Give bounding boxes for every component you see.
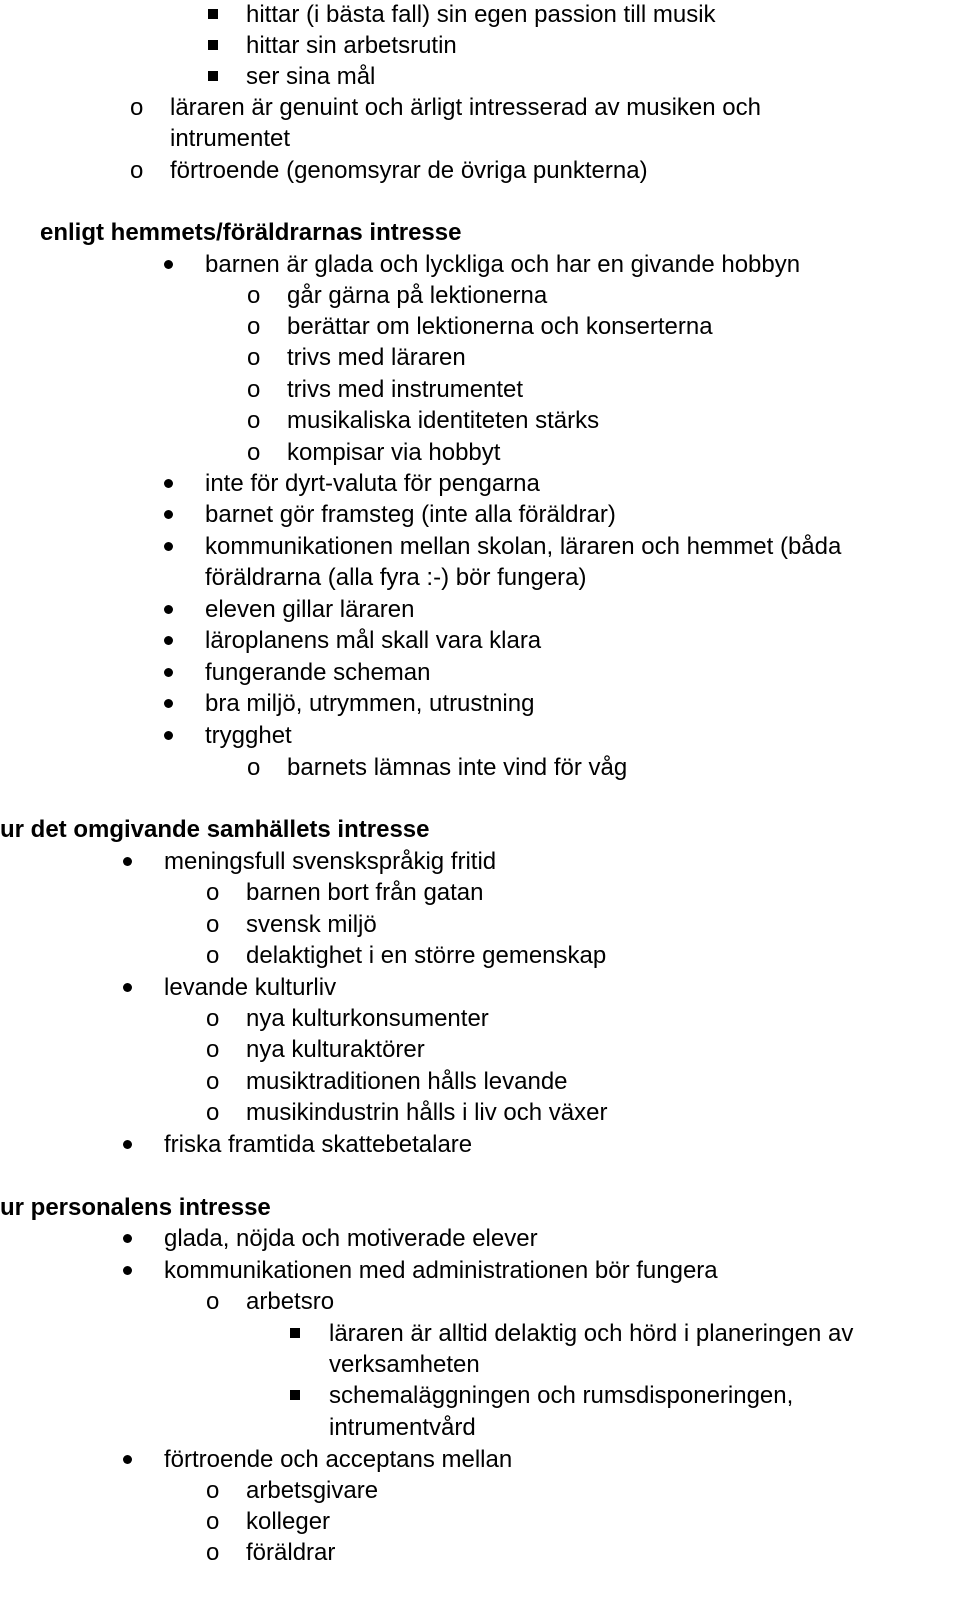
- list-item-text: meningsfull svenskspråkig fritid: [164, 848, 497, 875]
- circle-bullet-marker: o: [206, 1477, 220, 1504]
- list-item-text: barnets lämnas inte vind för våg: [287, 754, 628, 781]
- list-item-text: friska framtida skattebetalare: [164, 1131, 473, 1158]
- list-item-text: kompisar via hobbyt: [287, 439, 501, 466]
- circle-bullet-marker: o: [206, 1288, 220, 1315]
- list-item-text: musiktraditionen hålls levande: [246, 1068, 568, 1095]
- circle-bullet-marker: o: [206, 1099, 220, 1126]
- list-item-text: föräldrarna (alla fyra :-) bör fungera): [205, 564, 587, 591]
- list-item-text: arbetsro: [246, 1288, 335, 1315]
- list-item-text: trygghet: [205, 722, 292, 749]
- circle-bullet-marker: o: [247, 344, 261, 371]
- circle-bullet-marker: o: [206, 942, 220, 969]
- list-item-text: musikindustrin hålls i liv och växer: [246, 1099, 608, 1126]
- list-item-text: levande kulturliv: [164, 974, 337, 1001]
- list-item-text: schemaläggningen och rumsdisponeringen,: [329, 1382, 794, 1409]
- circle-bullet-marker: o: [206, 1036, 220, 1063]
- list-item-text: trivs med instrumentet: [287, 376, 524, 403]
- list-item-text: intrumentvård: [329, 1414, 476, 1441]
- circle-bullet-marker: o: [247, 754, 261, 781]
- list-item-text: kommunikationen med administrationen bör fungera: [164, 1257, 718, 1284]
- section-heading-text: ur personalens intresse: [0, 1194, 271, 1221]
- circle-bullet-marker: o: [206, 1005, 220, 1032]
- list-item-text: föräldrar: [246, 1539, 336, 1566]
- list-item-text: fungerande scheman: [205, 659, 431, 686]
- list-item-text: barnen är glada och lyckliga och har en givande hobbyn: [205, 251, 801, 278]
- list-item-text: nya kulturaktörer: [246, 1036, 425, 1063]
- section-heading-text: ur det omgivande samhällets intresse: [0, 816, 430, 843]
- circle-bullet-marker: o: [206, 1539, 220, 1566]
- list-item-text: läraren är genuint och ärligt intresserad av musiken och: [170, 94, 761, 121]
- list-item-text: hittar sin arbetsrutin: [246, 32, 457, 59]
- list-item-text: intrumentet: [170, 125, 291, 152]
- circle-bullet-marker: o: [247, 376, 261, 403]
- list-item-text: trivs med läraren: [287, 344, 466, 371]
- list-item-text: inte för dyrt-valuta för pengarna: [205, 470, 540, 497]
- circle-bullet-marker: o: [206, 1508, 220, 1535]
- list-item-text: musikaliska identiteten stärks: [287, 407, 600, 434]
- list-item-text: läraren är alltid delaktig och hörd i planeringen av: [329, 1320, 854, 1347]
- list-item-text: eleven gillar läraren: [205, 596, 415, 623]
- circle-bullet-marker: o: [206, 1068, 220, 1095]
- section-heading-text: enligt hemmets/föräldrarnas intresse: [40, 219, 462, 246]
- list-item-text: kolleger: [246, 1508, 331, 1535]
- list-item-text: delaktighet i en större gemenskap: [246, 942, 607, 969]
- list-item-text: kommunikationen mellan skolan, läraren och hemmet (båda: [205, 533, 842, 560]
- circle-bullet-marker: o: [247, 439, 261, 466]
- list-item-text: ser sina mål: [246, 63, 376, 90]
- list-item-text: arbetsgivare: [246, 1477, 379, 1504]
- list-item-text: verksamheten: [329, 1351, 480, 1378]
- list-item-text: läroplanens mål skall vara klara: [205, 627, 542, 654]
- circle-bullet-marker: o: [247, 313, 261, 340]
- list-item-text: hittar (i bästa fall) sin egen passion till musik: [246, 1, 716, 28]
- circle-bullet-marker: o: [130, 157, 144, 184]
- list-item-text: glada, nöjda och motiverade elever: [164, 1225, 538, 1252]
- circle-bullet-marker: o: [247, 407, 261, 434]
- circle-bullet-marker: o: [206, 879, 220, 906]
- list-item-text: svensk miljö: [246, 911, 377, 938]
- list-item-text: nya kulturkonsumenter: [246, 1005, 489, 1032]
- list-item-text: förtroende och acceptans mellan: [164, 1446, 513, 1473]
- list-item-text: bra miljö, utrymmen, utrustning: [205, 690, 535, 717]
- circle-bullet-marker: o: [130, 94, 144, 121]
- circle-bullet-marker: o: [206, 911, 220, 938]
- list-item-text: går gärna på lektionerna: [287, 282, 548, 309]
- circle-bullet-marker: o: [247, 282, 261, 309]
- list-item-text: barnet gör framsteg (inte alla föräldrar): [205, 501, 616, 528]
- list-item-text: förtroende (genomsyrar de övriga punkterna): [170, 157, 648, 184]
- list-item-text: barnen bort från gatan: [246, 879, 484, 906]
- list-item-text: berättar om lektionerna och konserterna: [287, 313, 713, 340]
